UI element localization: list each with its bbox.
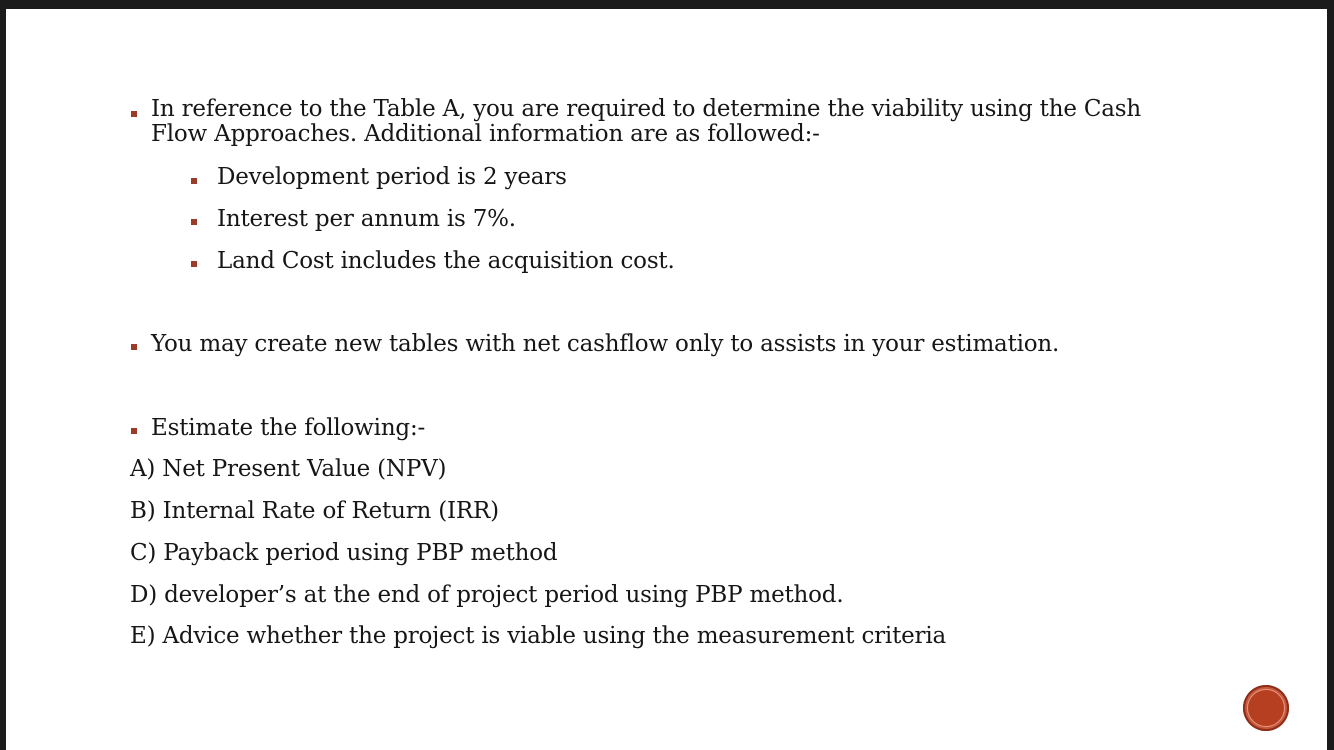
sub-bullet-land-cost: Land Cost includes the acquisition cost. bbox=[217, 248, 675, 274]
sub-bullet-marker bbox=[191, 178, 197, 184]
bullet-marker bbox=[131, 111, 137, 117]
task-advice: E) Advice whether the project is viable using the measurement criteria bbox=[130, 623, 946, 649]
slide-number-badge bbox=[1243, 685, 1289, 731]
slide bbox=[6, 9, 1327, 750]
task-irr: B) Internal Rate of Return (IRR) bbox=[130, 498, 499, 524]
sub-bullet-marker bbox=[191, 219, 197, 225]
badge-ring bbox=[1247, 689, 1285, 727]
task-payback: C) Payback period using PBP method bbox=[130, 540, 558, 566]
task-npv: A) Net Present Value (NPV) bbox=[130, 456, 447, 482]
bullet-marker bbox=[131, 428, 137, 434]
sub-bullet-marker bbox=[191, 261, 197, 267]
intro-line-1: In reference to the Table A, you are required to determine the viability using the Cash bbox=[151, 96, 1141, 122]
note-text: You may create new tables with net cashflow only to assists in your estimation. bbox=[151, 331, 1060, 357]
intro-line-2: Flow Approaches. Additional information are as followed:- bbox=[151, 121, 820, 147]
task-developer: D) developer’s at the end of project period using PBP method. bbox=[130, 582, 844, 608]
estimate-heading: Estimate the following:- bbox=[151, 415, 426, 441]
sub-bullet-development-period: Development period is 2 years bbox=[217, 164, 567, 190]
bullet-marker bbox=[131, 344, 137, 350]
sub-bullet-interest: Interest per annum is 7%. bbox=[217, 206, 516, 232]
